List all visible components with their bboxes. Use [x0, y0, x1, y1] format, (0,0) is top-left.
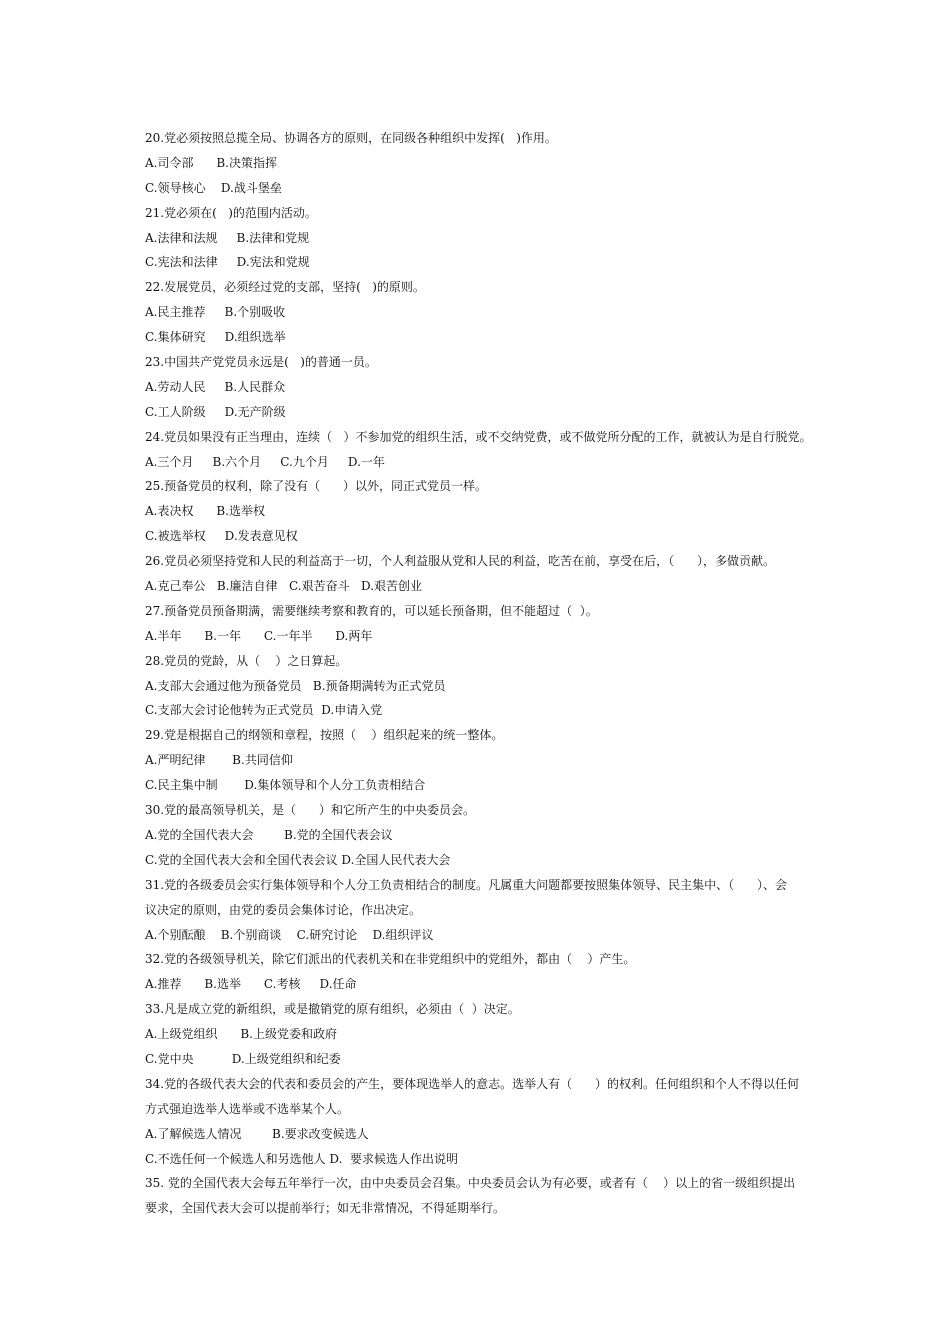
- options-33-cd: C.党中央 D.上级党组织和纪委: [145, 1051, 341, 1066]
- question-21: 21.党必须在( )的范围内活动。: [145, 205, 317, 220]
- question-35-part1: 35. 党的全国代表大会每五年举行一次，由中央委员会召集。中央委员会认为有必要，或者有（ ）以上的省一级组织提出: [145, 1176, 796, 1191]
- options-29-ab: A.严明纪律 B.共同信仰: [145, 753, 293, 768]
- question-34-part2: 方式强迫选举人选举或不选举某个人。: [145, 1101, 350, 1116]
- options-21-ab: A.法律和法规 B.法律和党规: [145, 230, 310, 245]
- options-33-ab: A.上级党组织 B.上级党委和政府: [145, 1027, 338, 1042]
- options-23-ab: A.劳动人民 B.人民群众: [145, 379, 286, 394]
- options-27: A.半年 B.一年 C.一年半 D.两年: [145, 628, 373, 643]
- question-23: 23.中国共产党党员永远是( )的普通一员。: [145, 355, 377, 370]
- options-30-cd: C.党的全国代表大会和全国代表会议 D.全国人民代表大会: [145, 852, 451, 867]
- options-24: A.三个月 B.六个月 C.九个月 D.一年: [145, 454, 385, 469]
- question-30: 30.党的最高领导机关，是（ ）和它所产生的中央委员会。: [145, 803, 475, 818]
- options-34-cd: C.不选任何一个候选人和另选他人 D. 要求候选人作出说明: [145, 1151, 459, 1166]
- question-31-part1: 31.党的各级委员会实行集体领导和个人分工负责相结合的制度。凡属重大问题都要按照集体领导、民主集中、（ ）、会: [145, 877, 787, 892]
- question-35-part2: 要求，全国代表大会可以提前举行；如无非常情况，不得延期举行。: [145, 1201, 506, 1216]
- options-20-cd: C.领导核心 D.战斗堡垒: [145, 180, 282, 195]
- options-28-cd: C.支部大会讨论他转为正式党员 D.申请入党: [145, 703, 383, 718]
- question-26: 26.党员必须坚持党和人民的利益高于一切，个人利益服从党和人民的利益，吃苦在前，享受在后，（ ），多做贡献。: [145, 554, 775, 569]
- question-20: 20.党必须按照总揽全局、协调各方的原则，在同级各种组织中发挥( )作用。: [145, 131, 557, 145]
- options-26: A.克己奉公 B.廉洁自律 C.艰苦奋斗 D.艰苦创业: [145, 579, 423, 594]
- options-20-ab: A.司令部 B.决策指挥: [145, 155, 278, 170]
- question-28: 28.党员的党龄，从（ ）之日算起。: [145, 653, 348, 668]
- options-31: A.个别酝酿 B.个别商谈 C.研究讨论 D.组织评议: [145, 927, 434, 942]
- question-24: 24.党员如果没有正当理由，连续（ ）不参加党的组织生活，或不交纳党费，或不做党所分配的工作，就被认为是自行脱党。: [145, 429, 812, 444]
- question-32: 32.党的各级领导机关，除它们派出的代表机关和在非党组织中的党组外，都由（ ）产生。: [145, 952, 636, 967]
- question-22: 22.发展党员，必须经过党的支部，坚持( )的原则。: [145, 280, 425, 295]
- question-34-part1: 34.党的各级代表大会的代表和委员会的产生，要体现选举人的意志。选举人有（ ）的权利。任何组织和个人不得以任何: [145, 1076, 799, 1091]
- question-33: 33.凡是成立党的新组织，或是撤销党的原有组织，必须由（ ）决定。: [145, 1002, 520, 1017]
- options-30-ab: A.党的全国代表大会 B.党的全国代表会议: [145, 827, 393, 842]
- options-28-ab: A.支部大会通过他为预备党员 B.预备期满转为正式党员: [145, 678, 446, 693]
- options-22-cd: C.集体研究 D.组织选举: [145, 330, 286, 345]
- question-25: 25.预备党员的权利，除了没有（ ）以外，同正式党员一样。: [145, 479, 487, 494]
- question-29: 29.党是根据自己的纲领和章程，按照（ ）组织起来的统一整体。: [145, 728, 504, 743]
- options-32: A.推荐 B.选举 C.考核 D.任命: [145, 977, 357, 992]
- options-25-cd: C.被选举权 D.发表意见权: [145, 529, 298, 544]
- options-22-ab: A.民主推荐 B.个别吸收: [145, 305, 286, 320]
- document-page: [145, 126, 825, 1221]
- question-27: 27.预备党员预备期满，需要继续考察和教育的，可以延长预备期，但不能超过（ ）。: [145, 603, 598, 618]
- options-23-cd: C.工人阶级 D.无产阶级: [145, 404, 286, 419]
- question-31-part2: 议决定的原则，由党的委员会集体讨论，作出决定。: [145, 902, 422, 917]
- options-25-ab: A.表决权 B.选举权: [145, 504, 266, 519]
- options-34-ab: A.了解候选人情况 B.要求改变候选人: [145, 1126, 369, 1141]
- options-21-cd: C.宪法和法律 D.宪法和党规: [145, 255, 310, 270]
- options-29-cd: C.民主集中制 D.集体领导和个人分工负责相结合: [145, 778, 426, 793]
